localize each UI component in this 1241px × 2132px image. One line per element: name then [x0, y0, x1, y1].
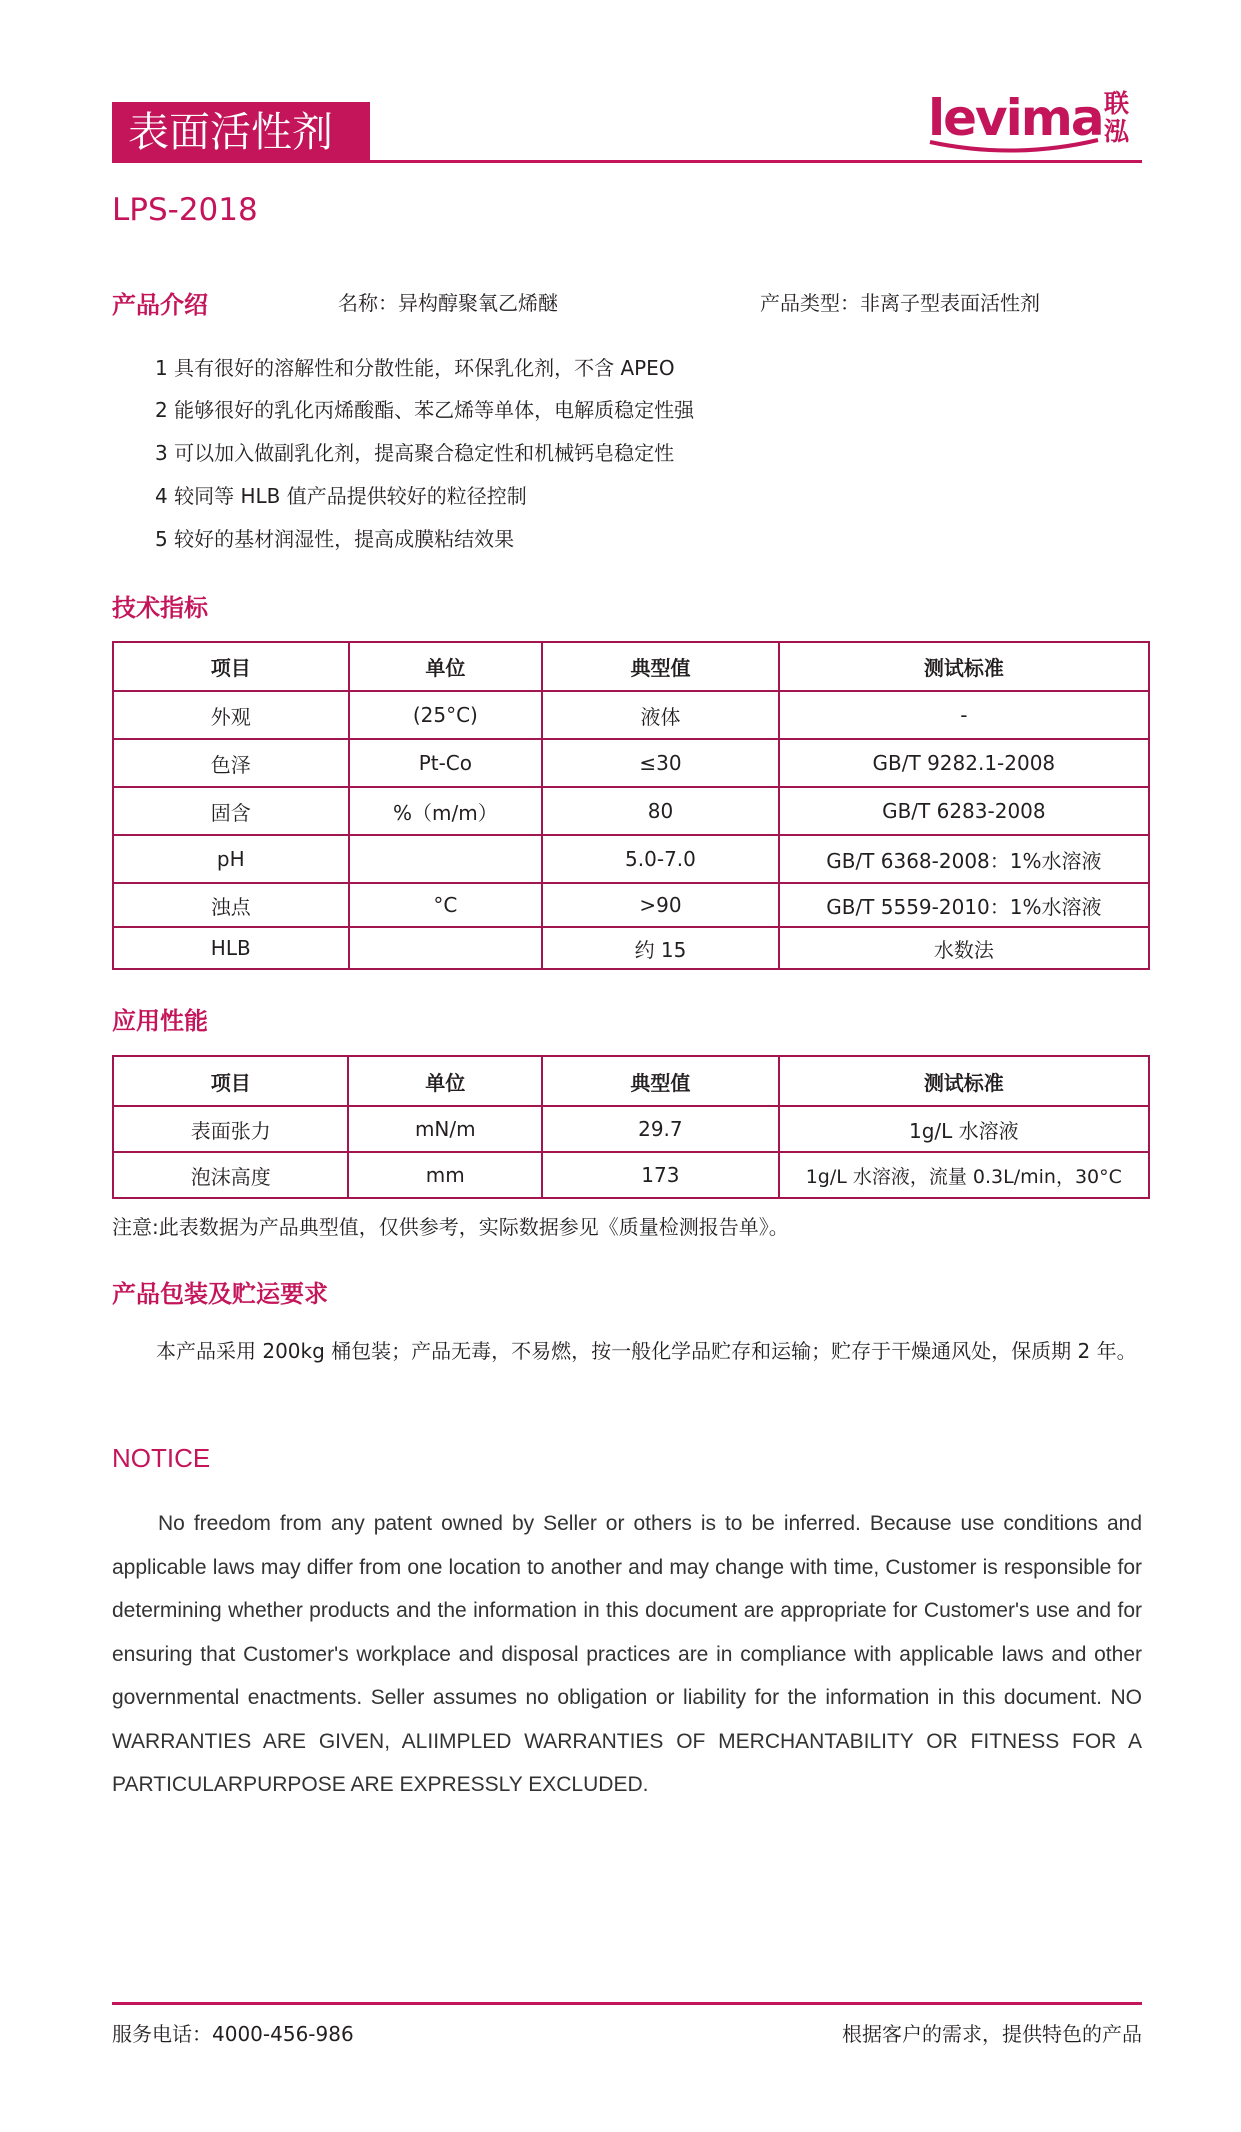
- table-cell: mN/m: [348, 1106, 542, 1152]
- product-model: LPS-2018: [112, 192, 258, 228]
- header-rule: [112, 160, 1142, 163]
- table-cell: 5.0-7.0: [542, 835, 779, 883]
- table-header-row: [113, 1056, 1149, 1106]
- feature-item: 2 能够很好的乳化丙烯酸酯、苯乙烯等单体，电解质稳定性强: [155, 398, 695, 422]
- table-cell: 色泽: [113, 739, 349, 787]
- table-row: [113, 835, 1149, 883]
- category-banner: 表面活性剂: [112, 102, 370, 162]
- feature-item: 1 具有很好的溶解性和分散性能，环保乳化剂，不含 APEO: [155, 356, 675, 380]
- table-cell: GB/T 6368-2008：1%水溶液: [779, 835, 1149, 883]
- table-cell: >90: [542, 883, 779, 927]
- table-cell: mm: [348, 1152, 542, 1198]
- tech-heading: 技术指标: [112, 594, 208, 622]
- column-header: 测试标准: [779, 642, 1149, 691]
- logo-wordmark: levima: [928, 89, 1103, 147]
- footer-rule: [112, 2002, 1142, 2005]
- table-cell: GB/T 9282.1-2008: [779, 739, 1149, 787]
- table-cell: GB/T 5559-2010：1%水溶液: [779, 883, 1149, 927]
- table-cell: 29.7: [542, 1106, 779, 1152]
- table-cell: [349, 927, 543, 969]
- table-cell: 80: [542, 787, 779, 835]
- table-cell: 浊点: [113, 883, 349, 927]
- column-header: 项目: [113, 1056, 348, 1106]
- packaging-heading: 产品包装及贮运要求: [112, 1280, 328, 1308]
- table-row: [113, 927, 1149, 969]
- service-phone: 服务电话：4000-456-986: [112, 2022, 354, 2046]
- product-type: 产品类型：非离子型表面活性剂: [760, 291, 1040, 315]
- product-name: 名称：异构醇聚氧乙烯醚: [338, 291, 558, 315]
- logo-swoosh-icon: [928, 138, 1100, 156]
- intro-heading: 产品介绍: [112, 291, 208, 319]
- table-cell: 173: [542, 1152, 779, 1198]
- brand-logo: [928, 88, 1144, 158]
- feature-item: 5 较好的基材润湿性，提高成膜粘结效果: [155, 527, 515, 551]
- table-cell: 1g/L 水溶液: [779, 1106, 1149, 1152]
- table-row: [113, 739, 1149, 787]
- table-row: [113, 691, 1149, 739]
- table-row: [113, 883, 1149, 927]
- table-cell: 液体: [542, 691, 779, 739]
- table-cell: HLB: [113, 927, 349, 969]
- table-cell: ≤30: [542, 739, 779, 787]
- column-header: 典型值: [542, 1056, 779, 1106]
- feature-item: 4 较同等 HLB 值产品提供较好的粒径控制: [155, 484, 527, 508]
- table-cell: (25°C): [349, 691, 543, 739]
- table-note: 注意:此表数据为产品典型值，仅供参考，实际数据参见《质量检测报告单》。: [112, 1215, 789, 1239]
- table-cell: 泡沫高度: [113, 1152, 348, 1198]
- column-header: 项目: [113, 642, 349, 691]
- table-cell: 水数法: [779, 927, 1149, 969]
- table-cell: 1g/L 水溶液，流量 0.3L/min，30°C: [779, 1152, 1149, 1198]
- column-header: 典型值: [542, 642, 779, 691]
- table-cell: [349, 835, 543, 883]
- table-cell: 表面张力: [113, 1106, 348, 1152]
- table-cell: 约 15: [542, 927, 779, 969]
- table-cell: °C: [349, 883, 543, 927]
- table-header-row: [113, 642, 1149, 691]
- table-cell: Pt-Co: [349, 739, 543, 787]
- table-cell: pH: [113, 835, 349, 883]
- table-cell: -: [779, 691, 1149, 739]
- table-cell: 固含: [113, 787, 349, 835]
- table-cell: 外观: [113, 691, 349, 739]
- packaging-text: 本产品采用 200kg 桶包装；产品无毒，不易燃，按一般化学品贮存和运输；贮存于干燥通风处，保质期 2 年。: [156, 1339, 1137, 1363]
- notice-heading: NOTICE: [112, 1443, 211, 1473]
- table-row: [113, 1106, 1149, 1152]
- footer-slogan: 根据客户的需求，提供特色的产品: [842, 2022, 1142, 2046]
- table-cell: %（m/m）: [349, 787, 543, 835]
- column-header: 单位: [349, 642, 543, 691]
- tech-spec-table: [112, 641, 1150, 970]
- feature-item: 3 可以加入做副乳化剂，提高聚合稳定性和机械钙皂稳定性: [155, 441, 675, 465]
- notice-text: No freedom from any patent owned by Seller or others is to be inferred. Because use conditions and applicable laws may differ from one location to another and may change with time, Customer is responsible for determining whether products and the information in this document are appropriate for Customer's use and for ensuring that Customer's workplace and disposal practices are in compliance with applicable laws and other governmental enactments. Seller assumes no obligation or liability for the information in this document. NO WARRANTIES ARE GIVEN, ALIIMPLED WARRANTIES OF MERCHANTABILITY OR FITNESS FOR A PARTICULARPURPOSE ARE EXPRESSLY EXCLUDED.: [112, 1512, 1142, 1796]
- table-row: [113, 787, 1149, 835]
- column-header: 单位: [348, 1056, 542, 1106]
- table-row: [113, 1152, 1149, 1198]
- column-header: 测试标准: [779, 1056, 1149, 1106]
- app-heading: 应用性能: [112, 1007, 208, 1035]
- table-cell: GB/T 6283-2008: [779, 787, 1149, 835]
- logo-chinese: 联泓: [1104, 89, 1130, 146]
- app-performance-table: [112, 1055, 1150, 1199]
